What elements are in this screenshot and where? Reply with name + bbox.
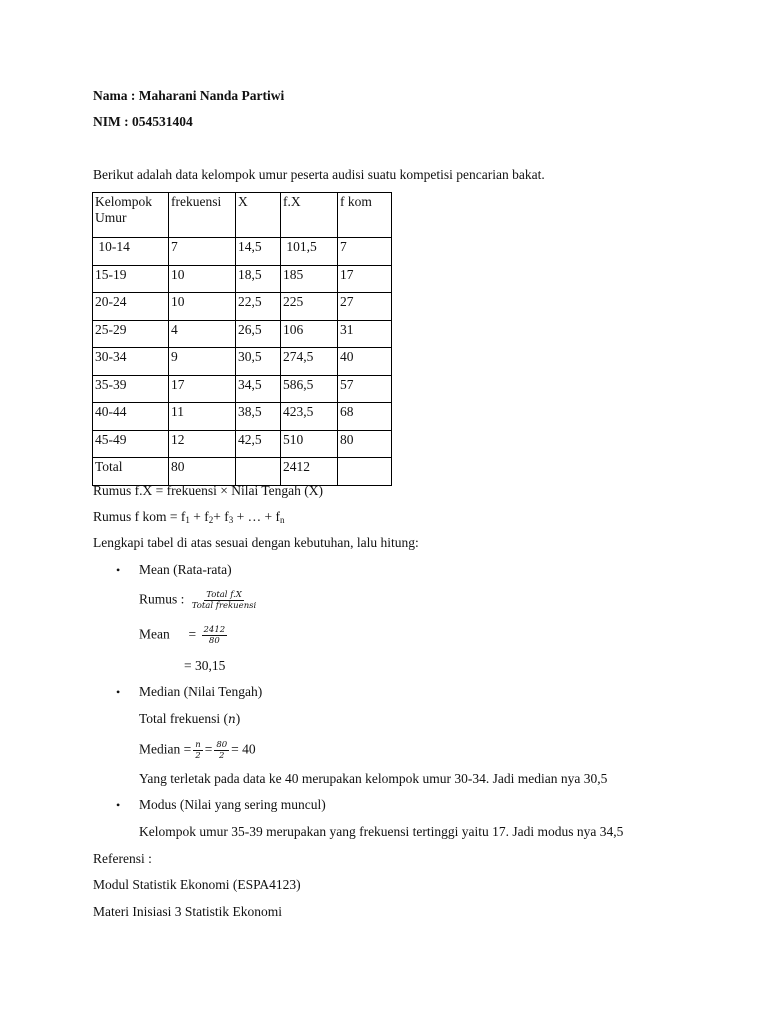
formula-fkom-part: + f (189, 509, 209, 524)
table-cell (338, 458, 392, 486)
median-fraction-n (193, 740, 202, 761)
fraction-numerator: Total f.X (206, 590, 242, 600)
table-cell: 80 (169, 458, 236, 486)
references-title: Referensi : (93, 851, 152, 866)
table-cell: 31 (338, 320, 392, 348)
table-cell: 12 (169, 430, 236, 458)
table-cell: 35-39 (93, 375, 169, 403)
table-cell: 14,5 (236, 238, 281, 266)
mean-calc (139, 625, 229, 646)
bullet-icon: • (116, 685, 121, 699)
table-cell: 45-49 (93, 430, 169, 458)
table-cell: 4 (169, 320, 236, 348)
subscript: n (279, 515, 285, 525)
table-cell: 26,5 (236, 320, 281, 348)
table-cell: Total (93, 458, 169, 486)
table-cell: 20-24 (93, 293, 169, 321)
table-cell: 22,5 (236, 293, 281, 321)
table-row (93, 348, 392, 376)
header-kelompok-umur: Kelompok Umur (93, 193, 169, 238)
table-cell: 15-19 (93, 265, 169, 293)
table-row (93, 238, 392, 266)
table-cell: 586,5 (281, 375, 338, 403)
table-row (93, 265, 392, 293)
header-fkom: f kom (338, 193, 392, 238)
median-equals: = (204, 741, 213, 757)
median-n: n (228, 712, 236, 726)
fraction-denominator: 2 (219, 751, 225, 761)
table-cell: 101,5 (281, 238, 338, 266)
table-cell: 274,5 (281, 348, 338, 376)
table-cell: 2412 (281, 458, 338, 486)
table-cell: 25-29 (93, 320, 169, 348)
median-result: = 40 (231, 741, 256, 757)
subscript: 3 (228, 515, 234, 525)
table-cell (236, 458, 281, 486)
fraction-numerator: 80 (216, 740, 228, 750)
table-cell: 40 (338, 348, 392, 376)
table-row (93, 320, 392, 348)
header-fx: f.X (281, 193, 338, 238)
table-cell: 11 (169, 403, 236, 431)
mean-result: = 30,15 (184, 658, 226, 673)
median-total-close: ) (235, 711, 241, 726)
table-cell: 106 (281, 320, 338, 348)
intro-text: Berikut adalah data kelompok umur peserta audisi suatu kompetisi pencarian bakat. (93, 167, 545, 182)
student-nim: NIM : 054531404 (93, 114, 193, 129)
bullet-icon: • (116, 563, 121, 577)
table-cell: 38,5 (236, 403, 281, 431)
table-cell: 40-44 (93, 403, 169, 431)
table-cell: 30,5 (236, 348, 281, 376)
header-x: X (236, 193, 281, 238)
formula-fkom (93, 508, 284, 529)
table-cell: 423,5 (281, 403, 338, 431)
table-total-row (93, 458, 392, 486)
median-total (139, 710, 240, 728)
table-header-row (93, 193, 392, 238)
median-total-label: Total frekuensi ( (139, 711, 229, 726)
subscript: 1 (185, 515, 190, 525)
median-note: Yang terletak pada data ke 40 merupakan kelompok umur 30-34. Jadi median nya 30,5 (139, 771, 608, 786)
subscript: 2 (208, 515, 214, 525)
reference-item: Modul Statistik Ekonomi (ESPA4123) (93, 877, 301, 892)
header-frekuensi: frekuensi (169, 193, 236, 238)
mean-rumus-label: Rumus : (139, 591, 185, 607)
table-cell: 57 (338, 375, 392, 403)
table-cell: 7 (169, 238, 236, 266)
fraction-denominator: 80 (208, 636, 220, 646)
median-calc (139, 740, 256, 761)
frequency-table (92, 192, 392, 486)
reference-item: Materi Inisiasi 3 Statistik Ekonomi (93, 904, 282, 919)
instruction-text: Lengkapi tabel di atas sesuai dengan kebutuhan, lalu hitung: (93, 535, 419, 550)
table-cell: 10 (169, 293, 236, 321)
formula-fkom-part: + … + f (233, 509, 280, 524)
table-cell: 10-14 (93, 238, 169, 266)
table-cell: 34,5 (236, 375, 281, 403)
median-title: Median (Nilai Tengah) (139, 684, 263, 699)
fraction-numerator: n (195, 740, 201, 750)
modus-note: Kelompok umur 35-39 merupakan yang frekuensi tertinggi yaitu 17. Jadi modus nya 34,5 (139, 824, 624, 839)
table-row (93, 293, 392, 321)
mean-rumus-fraction (190, 590, 258, 611)
fraction-denominator: Total frekuensi (191, 601, 257, 611)
mean-fraction (202, 625, 228, 646)
table-cell: 225 (281, 293, 338, 321)
formula-fkom-part: + f (213, 509, 229, 524)
table-row (93, 403, 392, 431)
fraction-denominator: 2 (195, 751, 201, 761)
table-cell: 68 (338, 403, 392, 431)
table-cell: 185 (281, 265, 338, 293)
formula-fx: Rumus f.X = frekuensi × Nilai Tengah (X) (93, 483, 323, 498)
table-cell: 17 (338, 265, 392, 293)
bullet-icon: • (116, 798, 121, 812)
table-cell: 30-34 (93, 348, 169, 376)
mean-label: Mean (139, 626, 170, 642)
table-cell: 80 (338, 430, 392, 458)
mean-equals: = (188, 626, 197, 642)
table-row (93, 430, 392, 458)
formula-fkom-prefix: Rumus f kom = f (93, 509, 186, 524)
student-name: Nama : Maharani Nanda Partiwi (93, 88, 285, 103)
table-cell: 10 (169, 265, 236, 293)
table-cell: 510 (281, 430, 338, 458)
mean-rumus (139, 590, 260, 611)
table-cell: 42,5 (236, 430, 281, 458)
mean-title: Mean (Rata-rata) (139, 562, 232, 577)
median-fraction-80 (214, 740, 229, 761)
fraction-numerator: 2412 (203, 625, 226, 635)
median-label: Median = (139, 741, 192, 757)
modus-title: Modus (Nilai yang sering muncul) (139, 797, 326, 812)
table-cell: 9 (169, 348, 236, 376)
table-cell: 7 (338, 238, 392, 266)
table-cell: 27 (338, 293, 392, 321)
table-cell: 18,5 (236, 265, 281, 293)
table-cell: 17 (169, 375, 236, 403)
table-row (93, 375, 392, 403)
